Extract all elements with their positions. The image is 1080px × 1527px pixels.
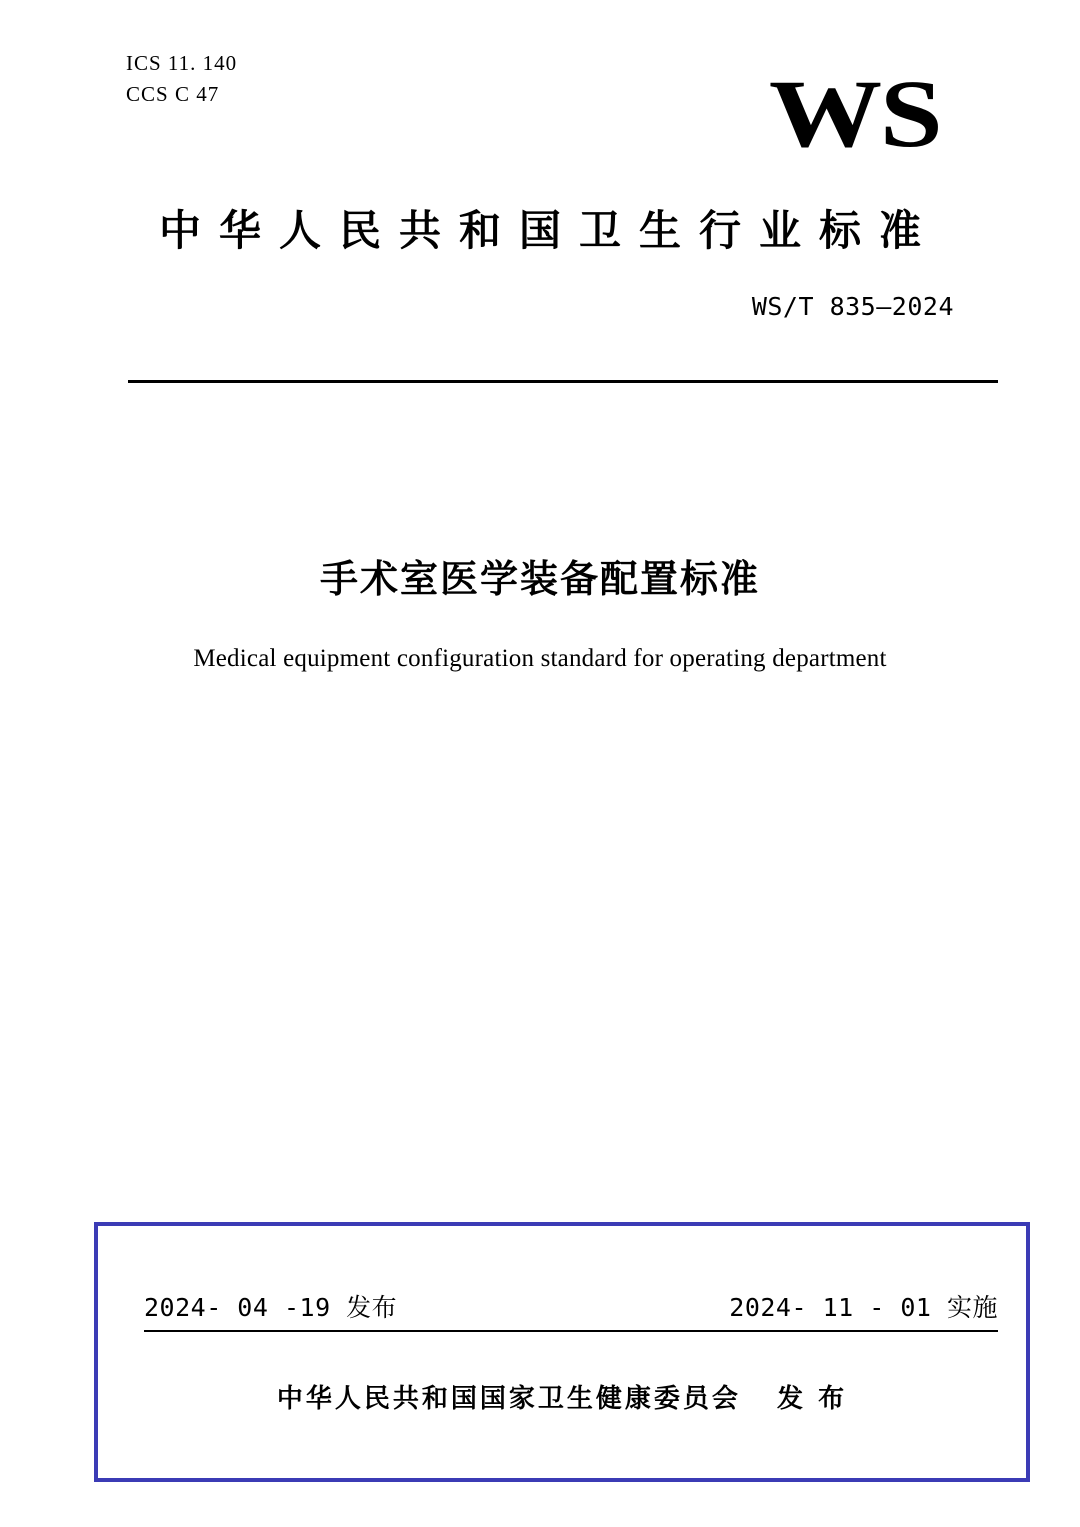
ws-monogram-logo: WS (768, 60, 940, 167)
issuing-authority: 中华人民共和国国家卫生健康委员会 发 布 (276, 1384, 848, 1414)
ics-code: ICS 11. 140 (126, 51, 238, 75)
document-title-english: Medical equipment configuration standard for operating department (193, 645, 887, 672)
standard-number: WS/T 835—2024 (751, 292, 954, 321)
classification-codes (126, 48, 237, 110)
effective-date: 2024- 11 - 01 实施 (729, 1293, 998, 1322)
issue-date: 2024- 04 -19 发布 (144, 1293, 398, 1322)
ccs-code: CCS C 47 (126, 82, 220, 106)
standard-series-title: 中华人民共和国卫生行业标准 (158, 206, 939, 255)
publication-info-frame (94, 1222, 1030, 1482)
header-divider (128, 380, 998, 383)
document-title-chinese: 手术室医学装备配置标准 (319, 557, 760, 601)
dates-row (144, 1288, 998, 1332)
